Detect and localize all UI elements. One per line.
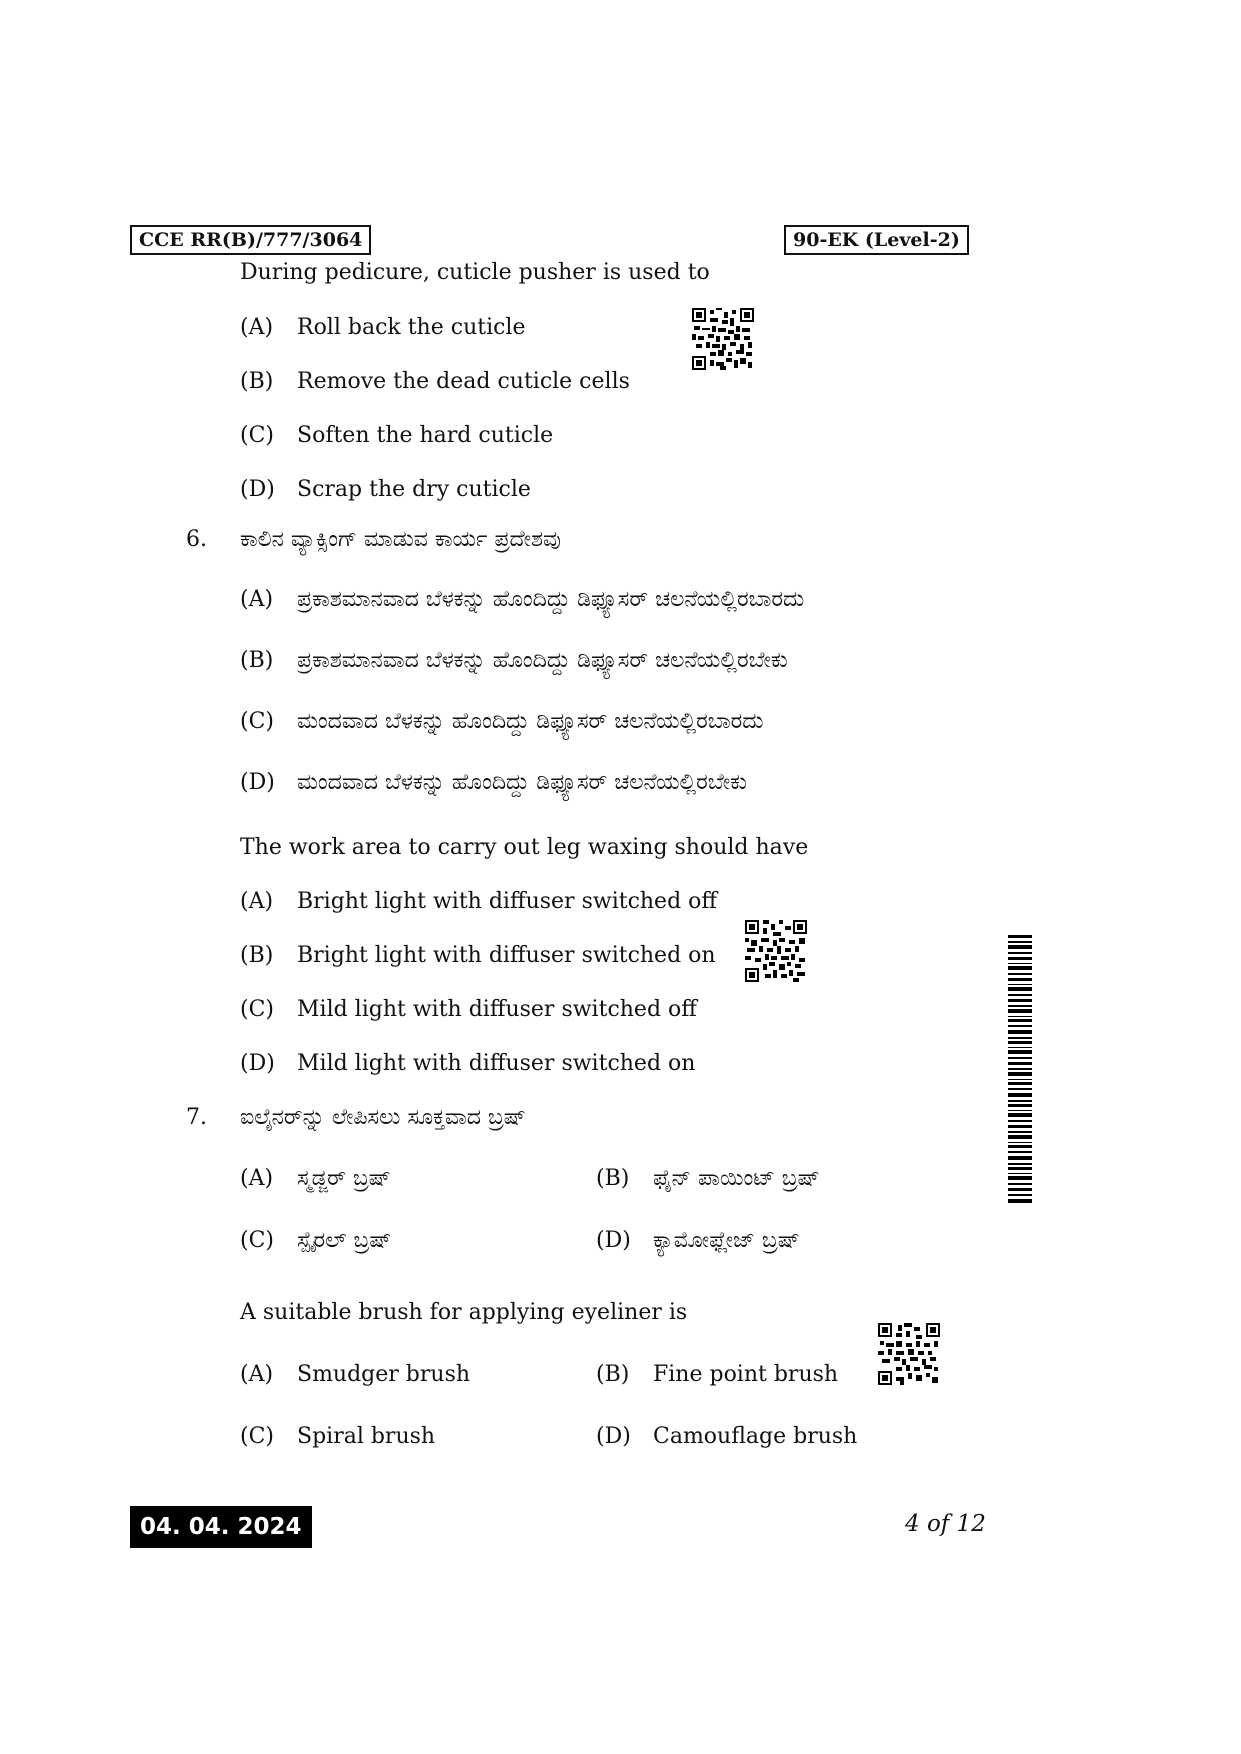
q6-kannada-option-d: (D) ಮಂದವಾದ ಬೆಳಕನ್ನು ಹೊಂದಿದ್ದು ಡಿಫ್ಯೂಸರ್ ಚಲನೆಯಲ್ಲಿರಬೇಕು — [240, 770, 747, 795]
q7-english-option-d: (D) Camouflage brush — [596, 1424, 858, 1449]
q7-number: 7. — [186, 1105, 207, 1130]
page-number: 4 of 12 — [905, 1511, 986, 1537]
exam-date: 04. 04. 2024 — [130, 1506, 312, 1548]
qr-code-icon — [692, 308, 754, 370]
barcode-icon — [1008, 935, 1032, 1205]
q5-option-a: (A) Roll back the cuticle — [240, 315, 526, 340]
q6-english-stem: The work area to carry out leg waxing should have — [240, 835, 809, 860]
subject-code: 90-EK (Level-2) — [784, 225, 969, 255]
q7-kannada-option-c: (C) ಸ್ಪೈರಲ್ ಬ್ರಷ್ — [240, 1228, 392, 1253]
q5-english-stem: During pedicure, cuticle pusher is used to — [240, 260, 710, 285]
q7-english-option-b: (B) Fine point brush — [596, 1362, 839, 1387]
paper-code: CCE RR(B)/777/3064 — [130, 225, 371, 255]
q7-kannada-option-b: (B) ಫೈನ್ ಪಾಯಿಂಟ್ ಬ್ರಷ್ — [596, 1166, 820, 1191]
q7-kannada-option-d: (D) ಕ್ಯಾಮೋಫ್ಲೇಜ್ ಬ್ರಷ್ — [596, 1228, 800, 1253]
q6-number: 6. — [186, 527, 207, 552]
q7-english-option-c: (C) Spiral brush — [240, 1424, 436, 1449]
q6-english-option-d: (D) Mild light with diffuser switched on — [240, 1051, 696, 1076]
q5-option-c: (C) Soften the hard cuticle — [240, 423, 554, 448]
q6-english-option-b: (B) Bright light with diffuser switched on — [240, 943, 716, 968]
qr-code-icon — [745, 920, 807, 982]
q7-kannada-stem: ಐಲೈನರ್‌ನ್ನು ಲೇಪಿಸಲು ಸೂಕ್ತವಾದ ಬ್ರಷ್ — [240, 1105, 526, 1130]
q6-kannada-stem: ಕಾಲಿನ ವ್ಯಾಕ್ಸಿಂಗ್ ಮಾಡುವ ಕಾರ್ಯ ಪ್ರದೇಶವು — [240, 527, 561, 552]
qr-code-icon — [878, 1323, 940, 1385]
q5-option-b: (B) Remove the dead cuticle cells — [240, 369, 630, 394]
q6-english-option-c: (C) Mild light with diffuser switched off — [240, 997, 697, 1022]
q7-kannada-option-a: (A) ಸ್ಮಡ್ಜರ್ ಬ್ರಷ್ — [240, 1166, 391, 1191]
q6-kannada-option-a: (A) ಪ್ರಕಾಶಮಾನವಾದ ಬೆಳಕನ್ನು ಹೊಂದಿದ್ದು ಡಿಫ್ಯೂಸರ್ ಚಲನೆಯಲ್ಲಿರಬಾರದು — [240, 587, 805, 612]
q6-kannada-option-b: (B) ಪ್ರಕಾಶಮಾನವಾದ ಬೆಳಕನ್ನು ಹೊಂದಿದ್ದು ಡಿಫ್ಯೂಸರ್ ಚಲನೆಯಲ್ಲಿರಬೇಕು — [240, 648, 788, 673]
q6-kannada-option-c: (C) ಮಂದವಾದ ಬೆಳಕನ್ನು ಹೊಂದಿದ್ದು ಡಿಫ್ಯೂಸರ್ ಚಲನೆಯಲ್ಲಿರಬಾರದು — [240, 709, 764, 734]
q7-english-stem: A suitable brush for applying eyeliner is — [240, 1300, 688, 1325]
q5-option-d: (D) Scrap the dry cuticle — [240, 477, 531, 502]
q6-english-option-a: (A) Bright light with diffuser switched off — [240, 889, 718, 914]
q7-english-option-a: (A) Smudger brush — [240, 1362, 471, 1387]
